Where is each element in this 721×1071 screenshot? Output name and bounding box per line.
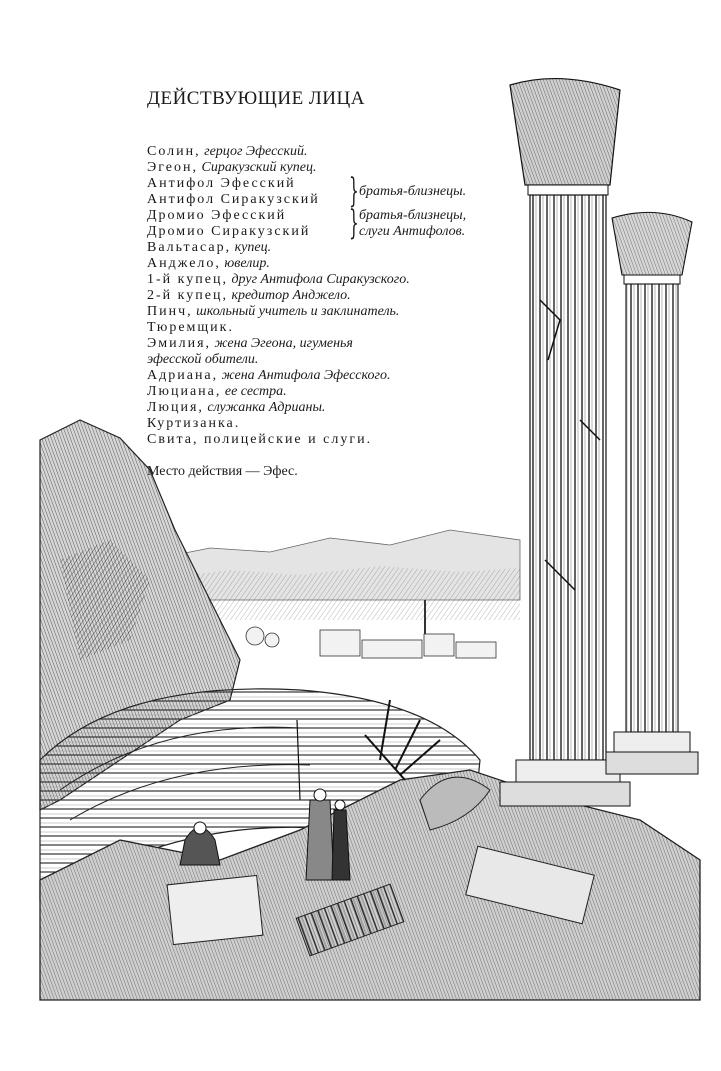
short-column xyxy=(606,212,698,774)
role-entry: Свита, полицейские и слуги. xyxy=(147,432,373,447)
role-entry: Тюремщик. xyxy=(147,320,234,335)
setting-line: Место действия — Эфес. xyxy=(147,464,298,479)
role-pair-dromio: Дромио Эфесский Дромио Сиракузский } братья-близнецы, слуги Антифолов. xyxy=(147,203,467,243)
role-entry: Пинч, школьный учитель и заклинатель. xyxy=(147,304,400,319)
roles-list xyxy=(147,144,507,448)
role-pair-antipholus: Антифол Эфесский Антифол Сиракузский } братья-близнецы. xyxy=(147,171,467,211)
brace: } xyxy=(349,203,359,243)
role-entry: Люциана, ее сестра. xyxy=(147,384,287,399)
role-entry: Эмилия, жена Эгеона, игуменья xyxy=(147,336,353,351)
role-entry: Солин, герцог Эфесский. xyxy=(147,144,308,159)
role-entry: Вальтасар, купец. xyxy=(147,240,272,255)
page-title: ДЕЙСТВУЮЩИЕ ЛИЦА xyxy=(147,88,365,109)
cast-list-block xyxy=(147,88,507,480)
role-entry: Куртизанка. xyxy=(147,416,241,431)
brace: } xyxy=(349,171,359,211)
tall-column xyxy=(500,79,630,806)
role-entry-continuation: эфесской обители. xyxy=(147,352,259,367)
role-entry: 2-й купец, кредитор Анджело. xyxy=(147,288,351,303)
role-entry: 1-й купец, друг Антифола Сиракузского. xyxy=(147,272,410,287)
role-entry: Адриана, жена Антифола Эфесского. xyxy=(147,368,391,383)
role-entry: Эгеон, Сиракузский купец. xyxy=(147,160,317,175)
role-entry: Люция, служанка Адрианы. xyxy=(147,400,326,415)
role-entry: Анджело, ювелир. xyxy=(147,256,270,271)
